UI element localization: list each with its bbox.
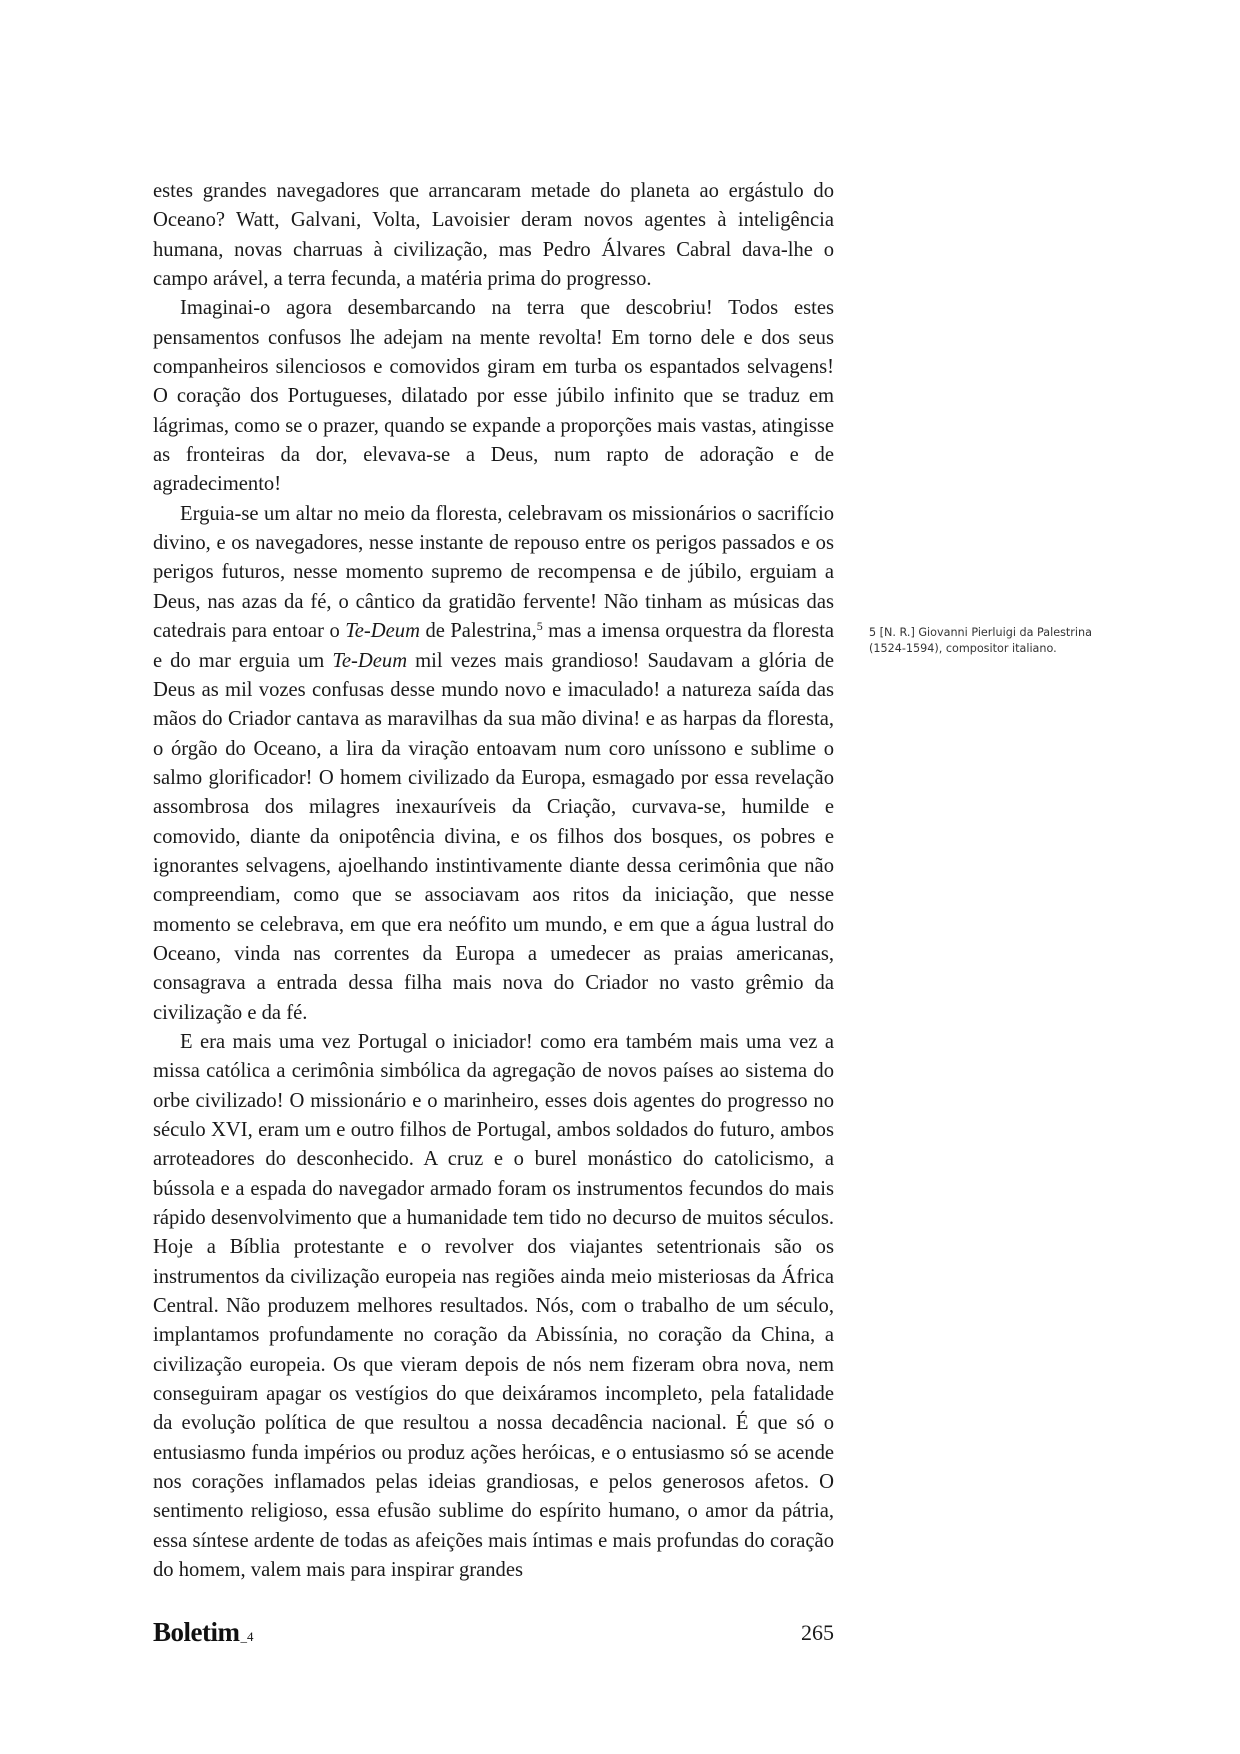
page-number: 265 — [801, 1620, 834, 1645]
paragraph-3-text-a: Erguia-se um altar no meio da floresta, celebravam os missionários o sacrifício divino, e os navegadores, nesse instante de repouso entre os perigos passados e os perigos futuros, nesse momento supremo de recompensa e de júbilo, erguiam a Deus, nas azas da fé, o cântico da gratidão fervente! Não tinham as músicas das catedrais para entoar o — [153, 502, 834, 643]
main-text — [153, 177, 834, 1586]
paragraph-3-text-b: de Palestrina, — [419, 620, 537, 643]
paragraph-1: estes grandes navegadores que arrancaram metade do planeta ao ergástulo do Oceano? Watt, Galvani, Volta, Lavoisier deram novos agentes à inteligência humana, novas charruas à civilização, mas Pedro Álvares Cabral dava-lhe o campo arável, a terra fecunda, a matéria prima do progresso. — [153, 180, 834, 291]
footnote-ref-5[interactable]: 5 — [536, 619, 543, 634]
footnote-line-2: (1524-1594), compositor italiano. — [869, 641, 1057, 655]
te-deum-title-1: Te-Deum — [345, 620, 420, 643]
footnote-line-1: 5 [N. R.] Giovanni Pierluigi da Palestrina — [869, 626, 1092, 639]
paragraph-3 — [153, 500, 834, 1028]
journal-logo — [153, 1617, 253, 1648]
paragraph-3-text-c: mas a imensa orquestra da floresta e do mar erguia um — [153, 620, 834, 672]
journal-name: Boletim — [153, 1617, 240, 1647]
te-deum-title-2: Te-Deum — [332, 649, 408, 672]
issue-number-value: 4 — [246, 1629, 254, 1644]
journal-issue-number: _4 — [240, 1629, 254, 1644]
footnote-5 — [869, 625, 1124, 656]
paragraph-3-text-d: mil vezes mais grandioso! Saudavam a glória de Deus as mil vozes confusas desse mundo novo e imaculado! a natureza saída das mãos do Criador cantava as maravilhas da sua mão divina! e as harpas da floresta, o órgão do Oceano, a lira da viração entoavam num coro uníssono e sublime o salmo glorificador! O homem civilizado da Europa, esmagado por essa revelação assombrosa dos milagres inexauríveis da Criação, curvava-se, humilde e comovido, diante da onipotência divina, e os filhos dos bosques, os pobres e ignorantes selvagens, ajoelhando instintivamente diante dessa cerimônia que não compreendiam, como que se associavam aos ritos da iniciação, que nesse momento se celebrava, em que era neófito um mundo, e em que a água lustral do Oceano, vinda nas correntes da Europa a umedecer as praias americanas, consagrava a entrada dessa filha mais nova do Criador no vasto grêmio da civilização e da fé. — [153, 649, 834, 1024]
paragraph-4: E era mais uma vez Portugal o iniciador! como era também mais uma vez a missa católica a cerimônia simbólica da agregação de novos países ao sistema do orbe civilizado! O missionário e o marinheiro, esses dois agentes do progresso no século XVI, eram um e outro filhos de Portugal, ambos soldados do futuro, ambos arroteadores do desconhecido. A cruz e o burel monástico do catolicismo, a bússola e a espada do navegador armado foram os instrumentos fecundos do mais rápido desenvolvimento que a humanidade tem tido no decurso de muitos séculos. Hoje a Bíblia protestante e o revolver dos viajantes setentrionais são os instrumentos da civilização europeia nas regiões ainda meio misteriosas da África Central. Não produzem melhores resultados. Nós, com o trabalho de um século, implantamos profundamente no coração da Abissínia, no coração da China, a civilização europeia. Os que vieram depois de nós nem fizeram obra nova, nem conseguiram apagar os vestígios do que deixáramos incompleto, pela fatalidade da evolução política de que resultou a nossa decadência nacional. É que só o entusiasmo funda impérios ou produz ações heróicas, e o entusiasmo só se acende nos corações inflamados pelas ideias grandiosas, e pelos generosos afetos. O sentimento religioso, essa efusão sublime do espírito humano, o amor da pátria, essa síntese ardente de todas as afeições mais íntimas e mais profundas do coração do homem, valem mais para inspirar grandes — [153, 1030, 834, 1582]
paragraph-2: Imaginai-o agora desembarcando na terra que descobriu! Todos estes pensamentos confusos lhe adejam na mente revolta! Em torno dele e dos seus companheiros silenciosos e comovidos giram em turba os espantados selvagens! O coração dos Portugueses, dilatado por esse júbilo infinito que se traduz em lágrimas, como se o prazer, quando se expande a proporções mais vastas, atingisse as fronteiras da dor, elevava-se a Deus, num rapto de adoração e de agradecimento! — [153, 297, 834, 496]
